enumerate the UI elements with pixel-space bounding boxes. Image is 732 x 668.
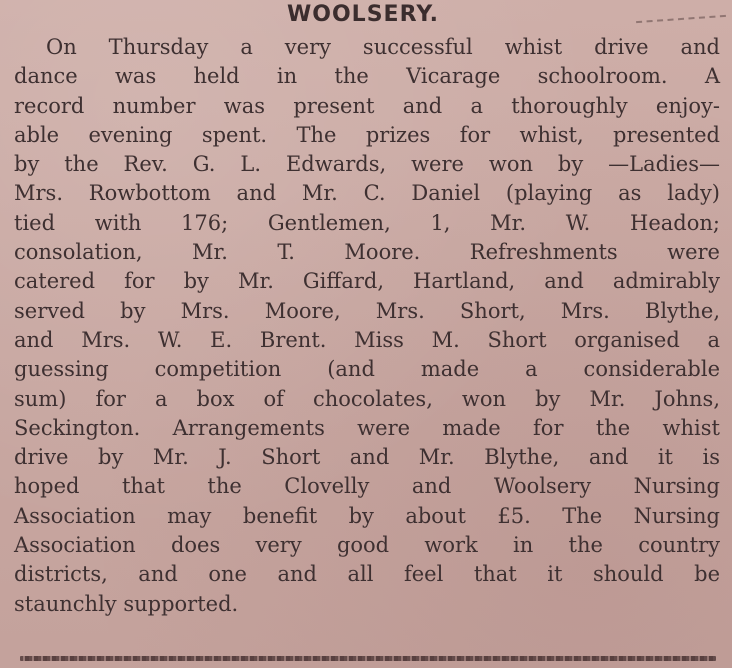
article-line: Association does very good work in the country bbox=[14, 533, 720, 558]
article-line: and Mrs. W. E. Brent. Miss M. Short organised a bbox=[14, 327, 720, 352]
article-line: served by Mrs. Moore, Mrs. Short, Mrs. Blythe, bbox=[14, 298, 720, 323]
article-line: Association may benefit by about £5. The Nursing bbox=[14, 503, 720, 528]
article-line: On Thursday a very successful whist drive and bbox=[46, 35, 720, 59]
article-line: record number was present and a thoroughly enjoy- bbox=[14, 93, 720, 118]
article-line: hoped that the Clovelly and Woolsery Nursing bbox=[14, 474, 720, 499]
article-line: able evening spent. The prizes for whist, presented bbox=[14, 122, 720, 147]
article-body bbox=[14, 33, 720, 619]
article-line: Seckington. Arrangements were made for the whist bbox=[14, 415, 720, 440]
article-line: staunchly supported. bbox=[14, 591, 239, 616]
article-line: districts, and one and all feel that it should be bbox=[14, 562, 720, 587]
article-line: Mrs. Rowbottom and Mr. C. Daniel (playing as lady) bbox=[14, 181, 720, 206]
article-headline: WOOLSERY. bbox=[287, 2, 439, 27]
article-line: catered for by Mr. Giffard, Hartland, and admirably bbox=[14, 269, 720, 294]
article-line: drive by Mr. J. Short and Mr. Blythe, and it is bbox=[14, 445, 720, 470]
article-line: consolation, Mr. T. Moore. Refreshments were bbox=[14, 240, 720, 265]
article-line: tied with 176; Gentlemen, 1, Mr. W. Headon; bbox=[14, 210, 720, 235]
article-line: dance was held in the Vicarage schoolroom. A bbox=[14, 64, 720, 89]
article-line: sum) for a box of chocolates, won by Mr. Johns, bbox=[14, 386, 720, 411]
bottom-border-rule bbox=[20, 656, 716, 661]
article-line: guessing competition (and made a considerable bbox=[14, 357, 720, 382]
article-line: by the Rev. G. L. Edwards, were won by —Ladies— bbox=[14, 152, 720, 177]
